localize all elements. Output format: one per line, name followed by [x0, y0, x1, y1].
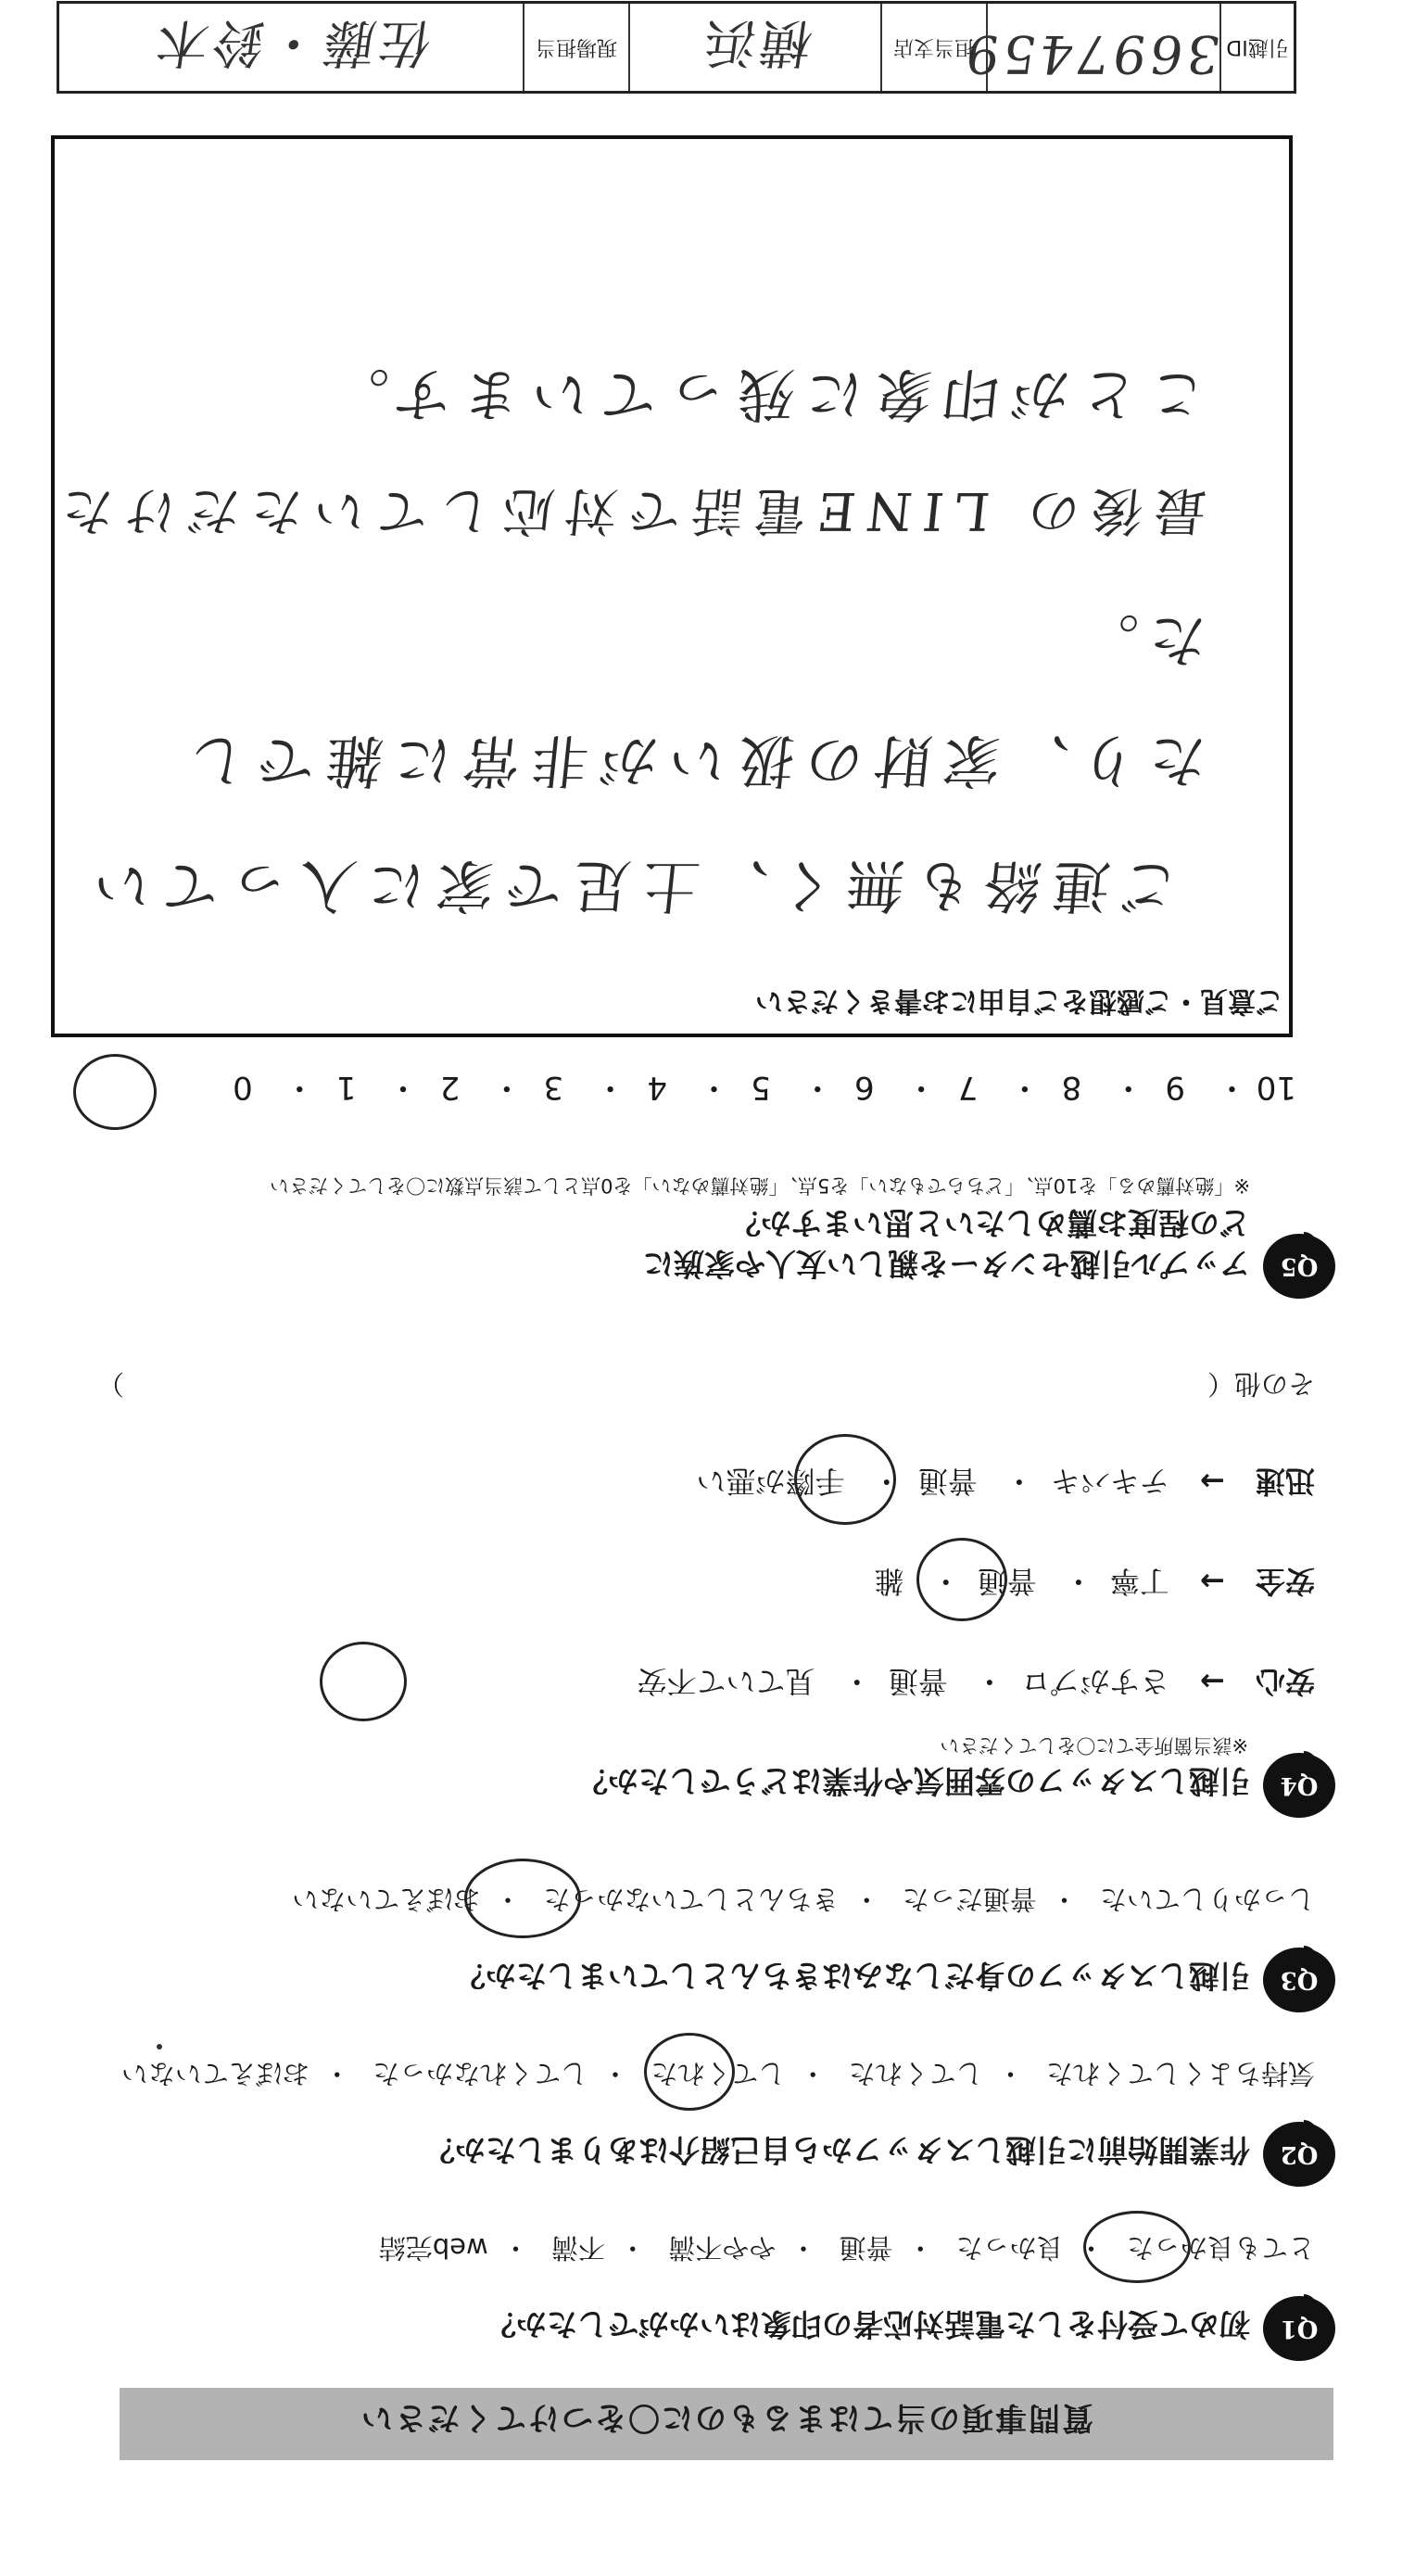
comment-line-5: ことが印象に残っています。 [315, 361, 1210, 428]
instruction-banner [120, 2388, 1333, 2460]
q4-row-label: 迅速 [1255, 1464, 1315, 1499]
nps-8[interactable]: 8 [1061, 1069, 1082, 1106]
q4-other-label: その他（ [1207, 1368, 1315, 1400]
q2-option-2[interactable]: してくれた [848, 2058, 983, 2089]
q1-option-4[interactable]: やや不満 [668, 2232, 777, 2264]
q2-option-5[interactable]: おぼえていない [120, 2058, 310, 2089]
staff-value: 佐藤・鈴木 [148, 12, 436, 72]
q2-option-3[interactable]: してくれた [651, 2058, 786, 2089]
q4-row-anshin: 安心 → さすがプロ・ 普通・ 見ていて不安 [637, 1664, 1315, 1699]
nps-5[interactable]: 5 [751, 1069, 771, 1106]
q4-jinsoku-option-3[interactable]: 手際が悪い [696, 1464, 845, 1499]
q4-anzen-option-3[interactable]: 雑 [874, 1564, 904, 1599]
q4-anshin-option-1[interactable]: さすがプロ [1020, 1664, 1169, 1699]
q5-question-line2: どの程度お薦めしたいと思いますか？ [730, 1205, 1250, 1241]
nps-6[interactable]: 6 [853, 1069, 875, 1106]
q3-badge: Q3 [1263, 1948, 1335, 2012]
q3-option-4[interactable]: おぼえていない [292, 1884, 481, 1915]
q3-question: 引越しスタッフの身だしなみはきちんとしていましたか？ [455, 1958, 1250, 1994]
q2-question: 作業開始前に引越しスタッフから自己紹介はありましたか？ [424, 2132, 1250, 2168]
q4-anshin-option-2[interactable]: 普通 [888, 1664, 948, 1699]
q1-option-3[interactable]: 普通 [839, 2232, 893, 2264]
id-table [57, 1, 1296, 94]
q4-row-label: 安全 [1255, 1564, 1315, 1599]
arrow-icon: → [1200, 1564, 1225, 1599]
nps-3[interactable]: 3 [543, 1069, 564, 1106]
id-value-cell[interactable] [958, 4, 1225, 91]
nps-10[interactable]: 10 [1256, 1069, 1296, 1106]
q4-row-label: 安心 [1255, 1664, 1315, 1699]
id-label-cell [1219, 4, 1294, 91]
q4-other-close: ） [97, 1368, 125, 1400]
q2-option-1[interactable]: 気持ちよくしてくれた [1045, 2058, 1315, 2089]
q4-row-jinsoku: 迅速 → テキパキ・ 普通・ 手際が悪い [696, 1464, 1315, 1499]
q2-answer-circle [644, 2033, 735, 2111]
comment-line-1: ご連絡も無く、土足で家に入ってい [78, 852, 1182, 920]
nps-4[interactable]: 4 [647, 1069, 667, 1106]
comment-line-4: 最後の LINE電話で対応していただけた [47, 480, 1209, 540]
q4-anzen-option-1[interactable]: 丁寧 [1109, 1564, 1169, 1599]
q4-anshin-answer-circle [320, 1642, 407, 1721]
q3-options: しっかりしていた・ 普通だった・ きちんとしていなかった・ おぼえていない [292, 1884, 1315, 1915]
staff-value-cell[interactable] [59, 4, 523, 91]
q5-note: ※「絶対薦める」を10点、「どちらでもない」を5点、「絶対薦めない」を0点として該当点数に〇をしてください [270, 1174, 1250, 1197]
q3-option-1[interactable]: しっかりしていた [1099, 1884, 1315, 1915]
comment-line-2: たり、家財の扱いが非常に雑でし [173, 727, 1210, 794]
nps-9[interactable]: 9 [1165, 1069, 1186, 1106]
q4-row-anzen: 安全 → 丁寧・ 普通・ 雑 [874, 1564, 1315, 1599]
q3-answer-circle [464, 1859, 581, 1938]
q5-question-line1: アップル引越センターを親しい友人や家族に [642, 1246, 1250, 1282]
q4-anzen-option-2[interactable]: 普通 [977, 1564, 1037, 1599]
staff-label-cell [523, 4, 628, 91]
comment-title: ご意見・ご感想をご自由にお書きください [755, 984, 1283, 1017]
q4-question: 引越しスタッフの雰囲気や作業はどうでしたか？ [577, 1763, 1250, 1799]
branch-label: 担当支店 [893, 35, 976, 58]
comment-box[interactable] [47, 135, 1293, 1037]
staff-label: 現場担当 [536, 35, 618, 58]
q4-jinsoku-answer-circle [794, 1434, 896, 1525]
branch-label-cell [880, 4, 986, 91]
q1-question: 初めて受付をした電話対応者の印象はいかがでしたか？ [486, 2306, 1250, 2342]
q4-jinsoku-option-1[interactable]: テキパキ [1050, 1464, 1169, 1499]
q1-option-5[interactable]: 不満 [550, 2232, 605, 2264]
instruction-text: 質問事項の当てはまるものに〇をつけてください [360, 2399, 1093, 2436]
q3-option-2[interactable]: 普通だった [902, 1884, 1037, 1915]
scan-speck [157, 2044, 162, 2049]
nps-7[interactable]: 7 [957, 1069, 979, 1106]
q2-option-4[interactable]: してくれなかった [373, 2058, 588, 2089]
q2-options: 気持ちよくしてくれた・ してくれた・ してくれた・ してくれなかった・ おぼえていない [120, 2058, 1315, 2089]
q4-badge: Q4 [1263, 1753, 1335, 1818]
nps-2[interactable]: 2 [439, 1069, 461, 1106]
q1-option-1[interactable]: とても良かった [1126, 2232, 1315, 2264]
id-value: 3697459 [958, 23, 1225, 83]
branch-value-cell[interactable] [628, 4, 880, 91]
id-label: 引越ID [1226, 35, 1289, 58]
q5-badge: Q5 [1263, 1234, 1335, 1299]
q4-anzen-answer-circle [916, 1538, 1007, 1621]
comment-line-3: た。 [1065, 606, 1210, 674]
arrow-icon: → [1200, 1664, 1225, 1699]
q4-note: ※該当箇所全てに〇をしてください [940, 1734, 1248, 1757]
q1-options: とても良かった・ 良かった・ 普通・ やや不満・ 不満・ web完結 [378, 2232, 1315, 2264]
q4-anshin-option-3[interactable]: 見ていて不安 [637, 1664, 815, 1699]
q1-answer-circle [1083, 2211, 1191, 2283]
q4-other [92, 1366, 1315, 1404]
q3-option-3[interactable]: きちんとしていなかった [543, 1884, 840, 1915]
nps-answer-circle [73, 1054, 157, 1130]
q1-option-2[interactable]: 良かった [955, 2232, 1064, 2264]
q2-badge: Q2 [1263, 2122, 1335, 2187]
q4-jinsoku-option-2[interactable]: 普通 [917, 1464, 978, 1499]
q1-badge: Q1 [1263, 2296, 1335, 2361]
nps-1[interactable]: 1 [335, 1069, 357, 1106]
nps-0[interactable]: 0 [233, 1069, 253, 1106]
q1-option-6[interactable]: web完結 [378, 2232, 488, 2264]
branch-value: 横浜 [696, 12, 816, 72]
arrow-icon: → [1200, 1464, 1225, 1499]
nps-scale: 10・ 9・ 8・ 7・ 6・ 5・ 4・ 3・ 2・ 1・ 0 [225, 1068, 1296, 1113]
